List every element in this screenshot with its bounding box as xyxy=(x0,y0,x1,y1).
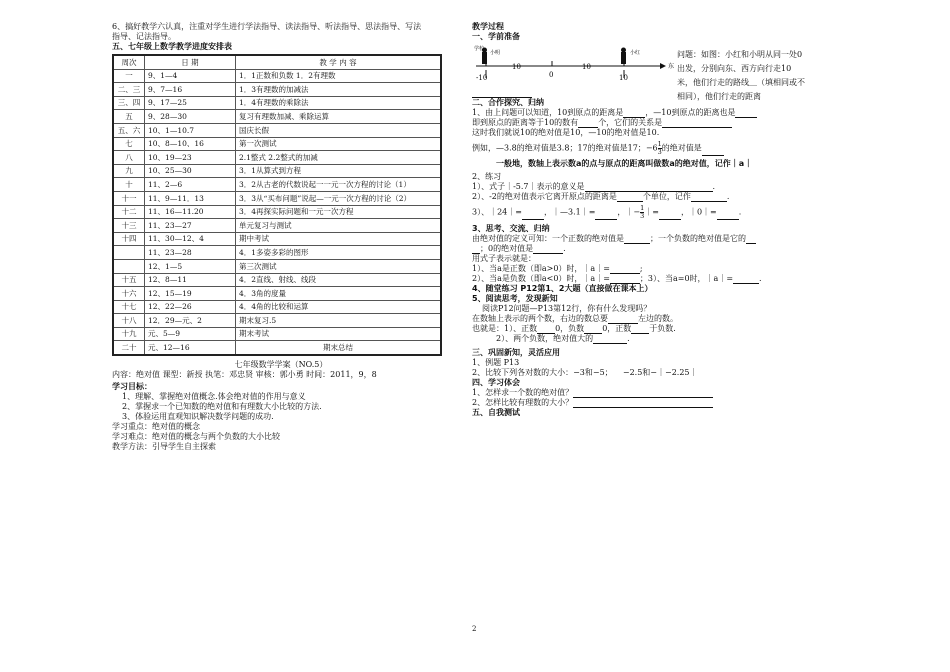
person-icon-right xyxy=(621,52,626,64)
p2-text-b: 个单位，记作 xyxy=(642,192,691,201)
table-row xyxy=(113,232,441,246)
blank xyxy=(573,407,713,408)
p3-text-c: ，｜− xyxy=(617,207,641,217)
section-heading: 一、学前准备 xyxy=(472,32,520,41)
p3-text-a: 3）、｜24｜= xyxy=(472,207,522,217)
section-heading: 四、学习体会 xyxy=(472,378,520,387)
p3-text-e: ，｜0｜= xyxy=(680,207,717,217)
cell-date: 10、25—30 xyxy=(145,164,236,178)
cell-content: 3．4再探实际问题和一元一次方程 xyxy=(236,205,442,219)
cell-date: 12、22—26 xyxy=(145,300,236,314)
t4-text-a: 2）、当a是负数（即a<0）时，｜a｜= xyxy=(472,274,610,283)
table-row xyxy=(113,191,441,205)
definition: 一般地，数轴上表示数a的点与原点的距离叫做数a的绝对值，记作｜a｜ xyxy=(496,159,753,168)
cell-date: 9、1—4 xyxy=(145,69,236,83)
cell-week: 十四 xyxy=(113,232,145,246)
q1-text-a: 1、由上问题可以知道，10到原点的距离是 xyxy=(472,108,624,117)
cell-week: 五、六 xyxy=(113,123,145,137)
cell-content: 3．1从算式到方程 xyxy=(236,164,442,178)
table-row xyxy=(113,151,441,165)
cell-content: 国庆长假 xyxy=(236,123,442,137)
cell-content: 4．2直线、射线、线段 xyxy=(236,273,442,287)
t4-text-b: ；3）、当a=0时，｜a｜= xyxy=(639,274,734,283)
person-icon-left xyxy=(482,52,487,64)
tick-label-pos: 10 xyxy=(619,74,628,82)
example-frac-int: −6 xyxy=(645,143,658,153)
p2-text-a: 2）、-2的绝对值表示它离开原点的距离是 xyxy=(472,192,617,201)
cell-week: 七 xyxy=(113,137,145,151)
blank xyxy=(691,201,727,202)
page-number: 2 xyxy=(472,625,477,633)
right-column: 教学过程 一、学前准备 小明 学校 小红 10 10 -10 0 10 东 问题：如图：小红和小明从同一处0出发，分别向东、西方向行走10米，他们行走的路线＿（填相同或不相同），他们行走的距离 二、合作探究、归纳 1、由上问题可以知道，10到原点的距离是 ，—10到原点的距离也是 即到原点的距离等于10的数有 个，它们的关系是 这时我们就说10的绝对值是10，—10的绝对值是10. 例如，—3.8的绝对值是3.8；17的绝对值是17；−6 $\frac{1}{3}$ 的绝对值是 一般地，数轴上表示数a的点与原点的距离叫做数a的绝对值，记作｜a｜ 2、练习 1）、式子｜-5.7｜表示的意义是 . 2）、-2的绝对值表示它离开原点的距离是 个单位，记作 . 3）、｜24｜= ，｜—3.1｜= ，｜− $\frac{1}{3}$ ｜= ，｜0｜= . 3、思考、交流、归纳 由绝对值的定义可知：一个正数的绝对值是 ；一个负数的绝对值是它的 ；0的绝对值是 . 用式子表示就是： 1）、当a是正数（即a>0）时，｜a｜= ; 2）、当a是负数（即a<0）时，｜a｜= ；3）、当a=0时，｜a｜= . 4、随堂练习 P12第1、2大题（直接做在课本上） 5、阅读思考，发现新知 阅读P12问题—P13第12行，你有什么发现吗？ 在数轴上表示的两个数，右边的数总要 左边的数。 也就是：1）、正数 0，负数 0，正数 于负数. 2）、两个负数，绝对值大的 . 三、巩固新知，灵活应用 1、例题 P13 2、比较下列各对数的大小：−3和−5； −2.5和−｜−2.25｜ 四、学习体会 1、怎样求一个数的绝对值？ 2、怎样比较有理数的大小？ 五、自我测试 xyxy=(472,22,805,417)
blank xyxy=(662,127,732,128)
segment-left-label: 10 xyxy=(512,63,521,71)
example-text-b: 的绝对值是 xyxy=(661,143,702,153)
practice-heading: 2、练习 xyxy=(472,172,502,181)
frac-denominator: 3 xyxy=(657,148,662,156)
intro-line: 指导、记法指导。 xyxy=(112,32,176,41)
cell-content: 第三次测试 xyxy=(236,259,442,273)
table-row xyxy=(113,300,441,314)
number-line-figure xyxy=(472,44,805,101)
blank xyxy=(624,243,650,244)
table-row xyxy=(113,110,441,124)
r3-text-a: 也就是：1）、正数 xyxy=(472,324,538,333)
cell-date: 元、12—16 xyxy=(145,341,236,355)
difficulty: 学习难点：绝对值的概念与两个负数的大小比较 xyxy=(112,432,280,442)
tick-label-neg: -10 xyxy=(476,74,488,82)
header-date: 日 期 xyxy=(145,55,236,69)
cell-week: 二十 xyxy=(113,341,145,355)
c2-text-a: 2、比较下列各对数的大小：−3和−5； xyxy=(472,368,613,377)
section-heading: 4、随堂练习 P12第1、2大题（直接做在课本上） xyxy=(472,284,653,293)
blank xyxy=(735,117,757,118)
cell-content: 4．1多姿多彩的图形 xyxy=(236,246,442,260)
cell-week xyxy=(113,246,145,260)
c1-text: 1、例题 P13 xyxy=(472,358,520,367)
goal-item: 1、理解、掌握绝对值概念.体会绝对值的作用与意义 xyxy=(122,392,306,402)
r3-text-d: 于负数. xyxy=(649,324,676,333)
cell-week: 五 xyxy=(113,110,145,124)
t2-text: 用式子表示就是： xyxy=(472,254,536,263)
cell-week: 二、三 xyxy=(113,83,145,97)
cell-date: 12、8—11 xyxy=(145,273,236,287)
cell-week: 三、四 xyxy=(113,96,145,110)
key-point: 学习重点：绝对值的概念 xyxy=(112,422,200,432)
t1-text-a: 由绝对值的定义可知：一个正数的绝对值是 xyxy=(472,234,624,243)
blank xyxy=(595,219,617,220)
q1-text-b: ，—10到原点的距离也是 xyxy=(645,108,736,117)
cell-week: 十八 xyxy=(113,314,145,328)
cell-week: 十七 xyxy=(113,300,145,314)
table-row xyxy=(113,69,441,83)
blank xyxy=(659,219,681,220)
cell-week: 一 xyxy=(113,69,145,83)
r1-text: 阅读P12问题—P13第12行，你有什么发现吗？ xyxy=(482,304,652,313)
meta-line: 内容：绝对值 课型：新授 执笔：邓忠贤 审核：郭小勇 时间：2011，9，8 xyxy=(112,370,377,380)
blank xyxy=(702,155,724,156)
goal-item: 2、掌握求一个已知数的绝对值和有理数大小比较的方法. xyxy=(122,402,322,412)
table-row xyxy=(113,341,441,355)
cell-date: 11、30—12、4 xyxy=(145,232,236,246)
e2-text: 2、怎样比较有理数的大小？ xyxy=(472,398,574,407)
e1-text: 1、怎样求一个数的绝对值？ xyxy=(472,388,574,397)
cell-content: 期末复习.5 xyxy=(236,314,442,328)
blank xyxy=(533,253,563,254)
blank xyxy=(746,243,756,244)
blank xyxy=(717,219,739,220)
cell-content: 期末考试 xyxy=(236,327,442,341)
cell-content: 4．4角的比较和运算 xyxy=(236,300,442,314)
cell-content: 复习有理数加减、乘除运算 xyxy=(236,110,442,124)
segment-right-label: 10 xyxy=(582,63,591,71)
cell-content: 期末总结 xyxy=(236,341,442,355)
cell-content: 3．3从“买布问题”说起—一元一次方程的讨论（2） xyxy=(236,191,442,205)
frac-denominator: 3 xyxy=(640,212,645,220)
goal-item: 3、体验运用直观知识解决数学问题的成功. xyxy=(122,412,274,422)
cell-date: 10、8—10、16 xyxy=(145,137,236,151)
cell-content: 期中考试 xyxy=(236,232,442,246)
section-heading: 三、巩固新知，灵活应用 xyxy=(472,348,560,357)
table-row xyxy=(113,246,441,260)
cell-date: 11、23—27 xyxy=(145,219,236,233)
table-row xyxy=(113,137,441,151)
problem-text: 问题：如图：小红和小明从同一处0出发，分别向东、西方向行走10米，他们行走的路线＿（填相同或不相同），他们行走的距离 xyxy=(677,50,805,101)
cell-date: 9、7—16 xyxy=(145,83,236,97)
table-row xyxy=(113,327,441,341)
section-heading: 二、合作探究、归纳 xyxy=(472,98,544,107)
cell-date: 9、17—25 xyxy=(145,96,236,110)
table-row xyxy=(113,164,441,178)
table-row xyxy=(113,205,441,219)
cell-week: 十三 xyxy=(113,219,145,233)
left-column xyxy=(112,22,450,452)
intro-line: 6、搞好教学六认真，注重对学生进行学法指导、读法指导、听法指导、思法指导、写法 xyxy=(112,22,422,31)
cell-date: 元、5—9 xyxy=(145,327,236,341)
frac-numerator: 1 xyxy=(640,204,645,212)
cell-week xyxy=(113,259,145,273)
blank xyxy=(593,343,627,344)
q1-text-c: 即到原点的距离等于10的数有 xyxy=(472,118,579,127)
table-header-row xyxy=(113,55,441,69)
r4-text: 2）、两个负数，绝对值大的 xyxy=(496,334,594,343)
cell-content: 1．3有理数的加减法 xyxy=(236,83,442,97)
c2-text-b: −2.5和−｜−2.25｜ xyxy=(622,368,698,377)
r2-text-a: 在数轴上表示的两个数，右边的数总要 xyxy=(472,314,608,323)
table-row xyxy=(113,273,441,287)
cell-week: 九 xyxy=(113,164,145,178)
cell-content: 3．2从古老的代数说起一一元一次方程的讨论（1） xyxy=(236,178,442,192)
frac-numerator: 1 xyxy=(657,140,662,148)
blank xyxy=(631,333,649,334)
table-row xyxy=(113,314,441,328)
blank xyxy=(733,283,759,284)
schedule-body xyxy=(113,69,441,355)
left-person-label: 小明 xyxy=(490,50,501,56)
cell-content: 单元复习与测试 xyxy=(236,219,442,233)
r3-text-c: 0，正数 xyxy=(602,324,632,333)
blank xyxy=(617,201,643,202)
r3-text-b: 0，负数 xyxy=(555,324,585,333)
cell-date: 11、2—6 xyxy=(145,178,236,192)
cell-content: 2.1整式 2.2整式的加减 xyxy=(236,151,442,165)
school-label: 学校 xyxy=(474,46,485,52)
cell-week: 十一 xyxy=(113,191,145,205)
right-person-label: 小红 xyxy=(630,50,641,56)
cell-date: 11、23—28 xyxy=(145,246,236,260)
cell-week: 十五 xyxy=(113,273,145,287)
q1-text-d: 个，它们的关系是 xyxy=(598,118,663,127)
number-line-svg xyxy=(472,44,675,90)
cell-date: 10、1—10.7 xyxy=(145,123,236,137)
cell-content: 4．3角的度量 xyxy=(236,287,442,301)
axis-end-label: 东 xyxy=(668,63,675,70)
table-row xyxy=(113,178,441,192)
table-row xyxy=(113,219,441,233)
cell-content: 第一次测试 xyxy=(236,137,442,151)
p3-text-b: ，｜—3.1｜= xyxy=(543,207,596,217)
t1-text-c: ；0的绝对值是 xyxy=(480,244,534,253)
table-row xyxy=(113,259,441,273)
t3-text: 1）、当a是正数（即a>0）时，｜a｜= xyxy=(472,264,610,273)
p3-text-d: ｜= xyxy=(644,207,659,217)
cell-date: 11、16—11.20 xyxy=(145,205,236,219)
header-week: 周次 xyxy=(113,55,145,69)
cell-content: 1．1正数和负数 1．2有理数 xyxy=(236,69,442,83)
section-heading: 五、自我测试 xyxy=(472,408,520,417)
cell-week: 十 xyxy=(113,178,145,192)
person-head-right xyxy=(621,48,626,53)
cell-date: 12．29—元、2 xyxy=(145,314,236,328)
section-heading: 3、思考、交流、归纳 xyxy=(472,224,550,233)
schedule-heading: 五、七年级上数学教学进度安排表 xyxy=(112,42,232,51)
blank xyxy=(522,219,544,220)
q1-text-e: 这时我们就说10的绝对值是10，—10的绝对值是10. xyxy=(472,128,660,137)
cell-date: 11、9—11．13 xyxy=(145,191,236,205)
header-content: 教 学 内 容 xyxy=(236,55,442,69)
method: 教学方法：引导学生自主探索 xyxy=(112,442,216,452)
table-row xyxy=(113,83,441,97)
axis-arrow-icon xyxy=(660,63,666,69)
r2-text-b: 左边的数。 xyxy=(638,314,678,323)
process-heading: 教学过程 xyxy=(472,22,504,31)
cell-date: 9、28—30 xyxy=(145,110,236,124)
plan-title: 七年级数学学案（NO.5） xyxy=(234,360,328,370)
table-row xyxy=(113,287,441,301)
t1-text-b: ；一个负数的绝对值是它的 xyxy=(650,234,746,243)
tick-label-zero: 0 xyxy=(549,71,554,79)
table-row xyxy=(113,123,441,137)
cell-date: 10、19—23 xyxy=(145,151,236,165)
cell-date: 12、15—19 xyxy=(145,287,236,301)
cell-week: 十九 xyxy=(113,327,145,341)
cell-date: 12、1—5 xyxy=(145,259,236,273)
cell-week: 十二 xyxy=(113,205,145,219)
cell-week: 十六 xyxy=(113,287,145,301)
cell-week: 八 xyxy=(113,151,145,165)
schedule-table xyxy=(112,54,442,356)
section-heading: 5、阅读思考，发现新知 xyxy=(472,294,558,303)
example-text-a: 例如，—3.8的绝对值是3.8；17的绝对值是17； xyxy=(472,143,646,153)
cell-content: 1．4有理数的乘除法 xyxy=(236,96,442,110)
p1-text: 1）、式子｜-5.7｜表示的意义是 xyxy=(472,182,585,191)
goals-heading: 学习目标： xyxy=(112,382,152,392)
table-row xyxy=(113,96,441,110)
